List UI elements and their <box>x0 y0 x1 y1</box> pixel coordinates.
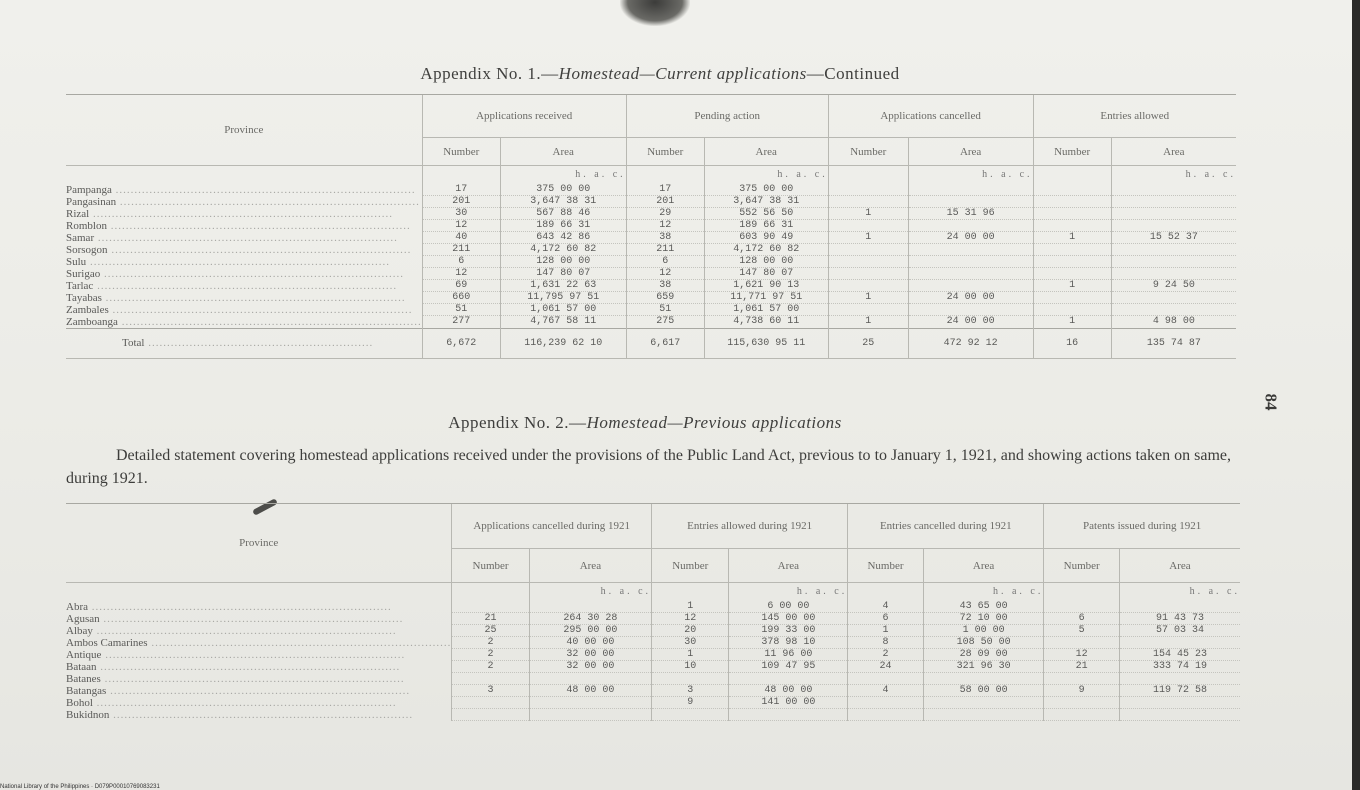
area-cell: 4,738 60 11 <box>704 316 828 329</box>
province-name: Antique ................................................................................ <box>66 648 406 661</box>
area-cell <box>908 184 1033 196</box>
number-cell: 30 <box>422 208 500 220</box>
number-cell: 51 <box>422 304 500 316</box>
province-name: Batanes ................................................................................ <box>66 672 405 685</box>
number-cell <box>452 709 529 721</box>
province-name: Bataan ................................................................................ <box>66 660 401 673</box>
area-cell <box>908 304 1033 316</box>
area-cell <box>1111 256 1236 268</box>
number-cell: 1 <box>1033 232 1111 244</box>
number-cell <box>1044 709 1120 721</box>
area-cell <box>1111 220 1236 232</box>
group-header: Entries cancelled during 1921 <box>848 504 1044 549</box>
area-cell: 189 66 31 <box>500 220 626 232</box>
area-cell: 1 00 00 <box>923 625 1044 637</box>
leader-dots: ................................................................................ <box>111 183 416 196</box>
number-cell: 1 <box>828 316 908 329</box>
area-cell: 141 00 00 <box>729 697 848 709</box>
area-cell: 11,795 97 51 <box>500 292 626 304</box>
area-units-label: h. a. c. <box>500 166 626 184</box>
number-cell: 12 <box>626 268 704 280</box>
table-row <box>66 649 1240 661</box>
area-cell: 109 47 95 <box>729 661 848 673</box>
leader-dots: ................................................................................ <box>108 303 413 316</box>
area-cell: 375 00 00 <box>704 184 828 196</box>
area-header: Area <box>923 549 1044 583</box>
area-cell: 24 00 00 <box>908 232 1033 244</box>
table-row <box>66 661 1240 673</box>
area-cell <box>1111 208 1236 220</box>
scan-footer: National Library of the Philippines · D079P00010769083231 <box>0 784 160 790</box>
area-cell <box>529 709 651 721</box>
area-cell: 4,172 60 82 <box>500 244 626 256</box>
number-cell: 24 <box>848 661 924 673</box>
province-name: Romblon ................................................................................ <box>66 219 411 232</box>
number-header: Number <box>652 549 729 583</box>
number-cell: 21 <box>452 613 529 625</box>
number-cell: 4 <box>848 601 924 613</box>
area-cell <box>1111 184 1236 196</box>
number-cell: 6 <box>1044 613 1120 625</box>
total-number-cell: 25 <box>828 328 908 358</box>
number-cell: 10 <box>652 661 729 673</box>
number-cell: 1 <box>1033 280 1111 292</box>
area-cell <box>923 673 1044 685</box>
number-cell <box>452 673 529 685</box>
number-cell <box>828 268 908 280</box>
page-curl-shadow <box>620 0 690 26</box>
area-cell: 24 00 00 <box>908 316 1033 329</box>
total-area-cell: 115,630 95 11 <box>704 328 828 358</box>
number-cell: 51 <box>626 304 704 316</box>
province-name: Agusan ................................................................................ <box>66 612 404 625</box>
number-cell: 9 <box>1044 685 1120 697</box>
table-row <box>66 280 1236 292</box>
leader-dots: ................................................................................ <box>117 315 422 328</box>
area-cell: 1,061 57 00 <box>500 304 626 316</box>
total-number-cell: 6,672 <box>422 328 500 358</box>
table-row <box>66 673 1240 685</box>
number-cell <box>1044 601 1120 613</box>
number-cell: 38 <box>626 232 704 244</box>
table-row <box>66 196 1236 208</box>
number-cell <box>452 697 529 709</box>
number-cell: 12 <box>626 220 704 232</box>
area-cell: 1,621 90 13 <box>704 280 828 292</box>
area-cell <box>529 697 651 709</box>
number-cell <box>1033 208 1111 220</box>
province-name: Pangasinan ................................................................................ <box>66 195 420 208</box>
area-cell: 28 09 00 <box>923 649 1044 661</box>
area-cell: 32 00 00 <box>529 661 651 673</box>
number-cell: 20 <box>652 625 729 637</box>
province-name: Tayabas ................................................................................ <box>66 291 406 304</box>
table-row <box>66 625 1240 637</box>
number-cell: 6 <box>626 256 704 268</box>
number-cell: 201 <box>626 196 704 208</box>
area-cell <box>923 697 1044 709</box>
number-cell <box>828 256 908 268</box>
area-cell: 57 03 34 <box>1119 625 1240 637</box>
leader-dots: ................................................................................ <box>101 648 406 661</box>
area-cell <box>908 280 1033 292</box>
area-header: Area <box>529 549 651 583</box>
area-cell: 145 00 00 <box>729 613 848 625</box>
number-cell: 660 <box>422 292 500 304</box>
leader-dots: ................................................................................ <box>92 624 397 637</box>
table-row <box>66 208 1236 220</box>
number-cell <box>848 709 924 721</box>
number-cell: 12 <box>422 268 500 280</box>
area-cell <box>1111 304 1236 316</box>
area-cell <box>1111 292 1236 304</box>
leader-dots: ................................................................................ <box>109 708 414 721</box>
area-cell <box>729 673 848 685</box>
leader-dots: ................................................................................ <box>107 243 412 256</box>
area-cell <box>529 601 651 613</box>
area-cell: 58 00 00 <box>923 685 1044 697</box>
number-header: Number <box>828 138 908 166</box>
number-cell: 1 <box>828 292 908 304</box>
appendix1-title: Appendix No. 1.—Homestead—Current applications—Continued <box>420 64 900 83</box>
total-area-cell: 116,239 62 10 <box>500 328 626 358</box>
leader-dots: ................................................................................ <box>116 195 420 208</box>
table-row <box>66 184 1236 196</box>
area-cell: 603 90 49 <box>704 232 828 244</box>
number-cell <box>1033 268 1111 280</box>
number-header: Number <box>626 138 704 166</box>
number-cell: 211 <box>626 244 704 256</box>
number-cell: 1 <box>652 649 729 661</box>
area-cell <box>1119 709 1240 721</box>
area-cell: 48 00 00 <box>729 685 848 697</box>
area-cell <box>908 256 1033 268</box>
number-header: Number <box>1044 549 1120 583</box>
area-cell: 264 30 28 <box>529 613 651 625</box>
province-name: Tarlac ................................................................................ <box>66 279 398 292</box>
province-name: Batangas ................................................................................ <box>66 684 411 697</box>
province-name: Sorsogon ................................................................................ <box>66 243 412 256</box>
total-number-cell: 6,617 <box>626 328 704 358</box>
number-cell <box>828 184 908 196</box>
leader-dots: ................................................................................ <box>89 207 393 220</box>
area-cell: 552 56 50 <box>704 208 828 220</box>
area-units-label: h. a. c. <box>729 583 848 601</box>
units-row <box>66 166 1236 184</box>
area-units-label: h. a. c. <box>923 583 1044 601</box>
leader-dots: ................................................................................ <box>106 684 411 697</box>
area-cell: 91 43 73 <box>1119 613 1240 625</box>
group-header: Entries allowed <box>1033 95 1236 138</box>
area-cell: 378 98 10 <box>729 637 848 649</box>
area-cell: 3,647 38 31 <box>500 196 626 208</box>
province-name: Pampanga ................................................................................ <box>66 183 416 196</box>
province-name: Bukidnon ................................................................................ <box>66 708 414 721</box>
number-cell <box>1044 637 1120 649</box>
table-row <box>66 292 1236 304</box>
province-name: Zamboanga ................................................................................ <box>66 315 422 328</box>
area-header: Area <box>500 138 626 166</box>
number-cell: 277 <box>422 316 500 329</box>
province-name: Sulu ................................................................................ <box>66 255 390 268</box>
area-cell: 154 45 23 <box>1119 649 1240 661</box>
area-cell: 375 00 00 <box>500 184 626 196</box>
province-header: Province <box>66 504 452 583</box>
number-cell: 25 <box>452 625 529 637</box>
number-cell: 5 <box>1044 625 1120 637</box>
number-cell <box>1033 292 1111 304</box>
number-cell <box>848 673 924 685</box>
area-cell <box>908 244 1033 256</box>
province-name: Abra ................................................................................ <box>66 600 392 613</box>
number-cell <box>1033 184 1111 196</box>
table-row <box>66 268 1236 280</box>
area-units-label: h. a. c. <box>1111 166 1236 184</box>
table-row <box>66 244 1236 256</box>
number-cell: 40 <box>422 232 500 244</box>
number-cell: 1 <box>652 601 729 613</box>
number-cell <box>452 601 529 613</box>
area-cell: 40 00 00 <box>529 637 651 649</box>
appendix2-table <box>66 503 1240 721</box>
number-header: Number <box>422 138 500 166</box>
number-cell: 1 <box>828 232 908 244</box>
number-cell <box>1033 196 1111 208</box>
table-row <box>66 697 1240 709</box>
number-cell: 8 <box>848 637 924 649</box>
number-cell <box>1033 304 1111 316</box>
number-cell: 1 <box>1033 316 1111 329</box>
area-cell: 72 10 00 <box>923 613 1044 625</box>
area-cell: 333 74 19 <box>1119 661 1240 673</box>
area-cell: 4,172 60 82 <box>704 244 828 256</box>
area-cell: 199 33 00 <box>729 625 848 637</box>
area-cell: 24 00 00 <box>908 292 1033 304</box>
group-header: Pending action <box>626 95 828 138</box>
number-header: Number <box>1033 138 1111 166</box>
number-cell: 6 <box>422 256 500 268</box>
area-cell: 321 96 30 <box>923 661 1044 673</box>
number-cell: 201 <box>422 196 500 208</box>
table-row <box>66 613 1240 625</box>
area-cell: 128 00 00 <box>704 256 828 268</box>
table-row <box>66 220 1236 232</box>
number-cell: 12 <box>1044 649 1120 661</box>
area-cell: 189 66 31 <box>704 220 828 232</box>
area-header: Area <box>1119 549 1240 583</box>
appendix2-title: Appendix No. 2.—Homestead—Previous applications <box>448 413 842 432</box>
province-name: Albay ................................................................................ <box>66 624 397 637</box>
number-cell <box>652 673 729 685</box>
table-row <box>66 601 1240 613</box>
number-cell <box>1033 256 1111 268</box>
area-units-label: h. a. c. <box>704 166 828 184</box>
area-cell <box>729 709 848 721</box>
number-cell: 29 <box>626 208 704 220</box>
province-name: Zambales ................................................................................ <box>66 303 413 316</box>
table-row <box>66 685 1240 697</box>
area-cell: 147 80 07 <box>704 268 828 280</box>
number-cell <box>1033 220 1111 232</box>
number-cell: 30 <box>652 637 729 649</box>
area-units-label: h. a. c. <box>1119 583 1240 601</box>
area-cell: 1,061 57 00 <box>704 304 828 316</box>
area-cell: 43 65 00 <box>923 601 1044 613</box>
group-header: Patents issued during 1921 <box>1044 504 1240 549</box>
page-number: 84 <box>1261 393 1281 411</box>
area-cell <box>1119 673 1240 685</box>
number-cell <box>828 304 908 316</box>
number-cell: 17 <box>626 184 704 196</box>
leader-dots: ................................................................................ <box>106 219 411 232</box>
province-header: Province <box>66 95 422 166</box>
province-name: Rizal ................................................................................ <box>66 207 393 220</box>
number-cell <box>652 709 729 721</box>
leader-dots: ................................................................................ <box>92 696 397 709</box>
total-number-cell: 16 <box>1033 328 1111 358</box>
area-units-label: h. a. c. <box>529 583 651 601</box>
area-cell <box>908 268 1033 280</box>
number-cell: 1 <box>848 625 924 637</box>
area-cell <box>529 673 651 685</box>
number-cell <box>848 697 924 709</box>
leader-dots: ................................................................................ <box>100 267 404 280</box>
area-cell: 295 00 00 <box>529 625 651 637</box>
area-cell: 3,647 38 31 <box>704 196 828 208</box>
area-cell: 119 72 58 <box>1119 685 1240 697</box>
table-row <box>66 232 1236 244</box>
area-cell: 4,767 58 11 <box>500 316 626 329</box>
area-cell: 15 31 96 <box>908 208 1033 220</box>
leader-dots: ............................................................ <box>144 337 374 349</box>
leader-dots: ................................................................................ <box>86 255 390 268</box>
area-cell <box>1111 268 1236 280</box>
area-cell <box>1111 196 1236 208</box>
area-cell: 15 52 37 <box>1111 232 1236 244</box>
group-header: Applications received <box>422 95 626 138</box>
appendix1-table <box>66 94 1236 359</box>
leader-dots: ................................................................................ <box>93 279 398 292</box>
number-cell: 38 <box>626 280 704 292</box>
area-units-label: h. a. c. <box>908 166 1033 184</box>
group-header: Entries allowed during 1921 <box>652 504 848 549</box>
area-cell: 32 00 00 <box>529 649 651 661</box>
leader-dots: ................................................................................ <box>99 612 404 625</box>
area-cell: 48 00 00 <box>529 685 651 697</box>
area-cell: 11,771 97 51 <box>704 292 828 304</box>
area-cell <box>1111 244 1236 256</box>
number-cell: 12 <box>652 613 729 625</box>
area-cell <box>1119 601 1240 613</box>
total-row <box>66 328 1236 358</box>
number-cell: 12 <box>422 220 500 232</box>
area-cell: 108 50 00 <box>923 637 1044 649</box>
number-cell: 2 <box>452 661 529 673</box>
area-cell: 4 98 00 <box>1111 316 1236 329</box>
number-cell: 21 <box>1044 661 1120 673</box>
area-cell: 9 24 50 <box>1111 280 1236 292</box>
number-cell <box>828 280 908 292</box>
number-cell <box>1033 244 1111 256</box>
number-cell: 2 <box>452 637 529 649</box>
area-header: Area <box>908 138 1033 166</box>
number-cell: 4 <box>848 685 924 697</box>
number-cell: 275 <box>626 316 704 329</box>
number-cell: 6 <box>848 613 924 625</box>
number-cell: 69 <box>422 280 500 292</box>
table-row <box>66 709 1240 721</box>
area-cell: 6 00 00 <box>729 601 848 613</box>
leader-dots: ................................................................................ <box>88 600 392 613</box>
area-cell <box>1119 697 1240 709</box>
number-cell <box>828 220 908 232</box>
number-cell: 3 <box>452 685 529 697</box>
table-row <box>66 256 1236 268</box>
leader-dots: ................................................................................ <box>100 672 405 685</box>
appendix2-description: Detailed statement covering homestead applications received under the provisions of the Public Land Act, previous to to January 1, 1921, and showing actions taken on same, during 1921. <box>66 447 1231 487</box>
area-cell <box>908 196 1033 208</box>
area-cell: 1,631 22 63 <box>500 280 626 292</box>
book-spine-edge <box>1352 0 1360 790</box>
area-header: Area <box>1111 138 1236 166</box>
area-cell <box>1119 637 1240 649</box>
number-cell: 2 <box>452 649 529 661</box>
number-cell: 3 <box>652 685 729 697</box>
number-cell: 17 <box>422 184 500 196</box>
area-cell <box>908 220 1033 232</box>
area-cell: 643 42 86 <box>500 232 626 244</box>
number-cell: 2 <box>848 649 924 661</box>
total-area-cell: 472 92 12 <box>908 328 1033 358</box>
leader-dots: ................................................................................ <box>147 636 452 649</box>
table-row <box>66 316 1236 329</box>
number-cell: 1 <box>828 208 908 220</box>
number-cell <box>828 196 908 208</box>
province-name: Samar ................................................................................ <box>66 231 398 244</box>
leader-dots: ................................................................................ <box>96 660 401 673</box>
province-name: Surigao ................................................................................ <box>66 267 404 280</box>
number-header: Number <box>848 549 924 583</box>
number-cell: 211 <box>422 244 500 256</box>
table-row <box>66 637 1240 649</box>
area-cell <box>923 709 1044 721</box>
total-label: Total ............................................................ <box>66 328 422 358</box>
area-cell: 128 00 00 <box>500 256 626 268</box>
number-cell: 659 <box>626 292 704 304</box>
number-cell <box>1044 697 1120 709</box>
number-cell: 9 <box>652 697 729 709</box>
province-name: Bohol ................................................................................ <box>66 696 397 709</box>
number-cell <box>828 244 908 256</box>
group-header: Applications cancelled during 1921 <box>452 504 652 549</box>
number-cell <box>1044 673 1120 685</box>
total-area-cell: 135 74 87 <box>1111 328 1236 358</box>
area-cell: 11 96 00 <box>729 649 848 661</box>
area-header: Area <box>729 549 848 583</box>
group-header: Applications cancelled <box>828 95 1033 138</box>
province-name: Ambos Camarines ................................................................................ <box>66 636 452 649</box>
area-header: Area <box>704 138 828 166</box>
area-cell: 567 88 46 <box>500 208 626 220</box>
number-header: Number <box>452 549 529 583</box>
area-cell: 147 80 07 <box>500 268 626 280</box>
leader-dots: ................................................................................ <box>94 231 398 244</box>
table-row <box>66 304 1236 316</box>
units-row <box>66 583 1240 601</box>
leader-dots: ................................................................................ <box>101 291 406 304</box>
